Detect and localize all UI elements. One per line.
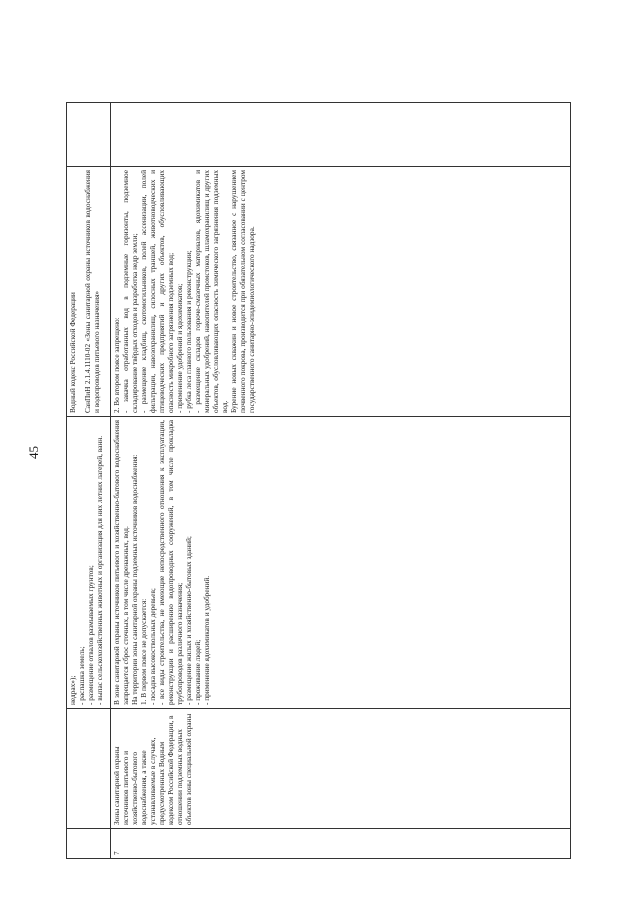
source-sanpin: СанПиН 2.1.4.1110-02 «Зоны санитарной охраны источников водоснабжения и водопроводов питьевого назначения» — [83, 170, 101, 413]
req-line: 1. В первом поясе не допускается: — [139, 598, 148, 705]
req-line: - размещение складов горюче-смазочных материалов, ядохимикатов и минеральных удобрений, накопителей промстоков, шламохранилищ и других объектов, обусловливающих опасность химического загрязнения подземных вод. — [193, 170, 229, 413]
req-line: В зоне санитарной охраны источников питьевого и хозяйственно-бытового водоснабжения запрещается сброс сточных, в том числе дренажных, вод. — [112, 420, 130, 705]
req-line: - все виды строительства, не имеющие непосредственного отношения к эксплуатации, реконструкции и расширению водопроводных сооружений, в том числе прокладка трубопроводов различного назначения; — [157, 420, 184, 705]
table-row-previous — [67, 103, 111, 859]
row-number: 7 — [111, 829, 571, 859]
zone-name: Зоны санитарной охраны источников питьевого и хозяйственно-бытового водоснабжения, а также устанавливаемые в случаях, предусмотренных Водным кодексом Российской Федерации, в отношении подземных водных объектов зоны специальной охраны — [112, 713, 193, 825]
req-line: - применение удобрений и ядохимикатов; — [175, 283, 184, 413]
cell-number-empty — [67, 829, 111, 859]
req-line: - размещение жилых и хозяйственно-бытовых зданий; — [184, 536, 193, 705]
req-line: - проживание людей; — [193, 639, 202, 705]
cell-zone-empty — [67, 709, 111, 829]
req-line: На территории зоны санитарной охраны подземных источников водоснабжения: — [130, 454, 139, 705]
req-line: - размещение кладбищ, скотомогильников, полей ассенизации, полей фильтрации, навозохранилищ, силосных траншей, животноводческих и птицеводческих предприятий и других объектов, обусловливающих опасность микробного загрязнения подземных вод; — [139, 170, 175, 413]
zone-name-cell — [111, 709, 571, 829]
req-line: - применение ядохимикатов и удобрений. — [202, 575, 211, 705]
req-line: - закачка отработанных вод в подземные горизонты, подземное складирование твёрдых отходов и разработка недр земли; — [121, 170, 139, 413]
cell-sources-prev — [67, 167, 111, 417]
source-water-code: Водный кодекс Российской Федерации — [68, 292, 77, 413]
cell-sources-7-empty — [111, 103, 571, 167]
cell-extra-empty — [67, 103, 111, 167]
req-line: - посадка высокоствольных деревьев; — [148, 588, 157, 705]
req-line: - рубка леса главного пользования и реконструкции; — [184, 250, 193, 413]
page-number: 45 — [26, 446, 41, 459]
cell-requirements-7 — [111, 417, 571, 709]
text-line: - размещение отвалов размываемых грунтов; — [86, 565, 95, 705]
text-line: - выпас сельскохозяйственных животных и организация для них летних лагерей, ванн. — [95, 435, 104, 705]
table-row-7 — [111, 103, 571, 859]
cell-requirements-7-cont — [111, 167, 571, 417]
req-line: 2. Во втором поясе запрещено: — [112, 317, 121, 413]
regulations-table — [66, 102, 571, 859]
cell-requirements-prev — [67, 417, 111, 709]
text-line: недрах»); — [68, 675, 77, 705]
req-line: Бурение новых скважин и новое строительство, связанное с нарушением почвенного покрова, производится при обязательном согласовании с центром государственного санитарно-эпидемиологического надзора. — [229, 170, 256, 413]
text-line: - распашка земель; — [77, 646, 86, 705]
